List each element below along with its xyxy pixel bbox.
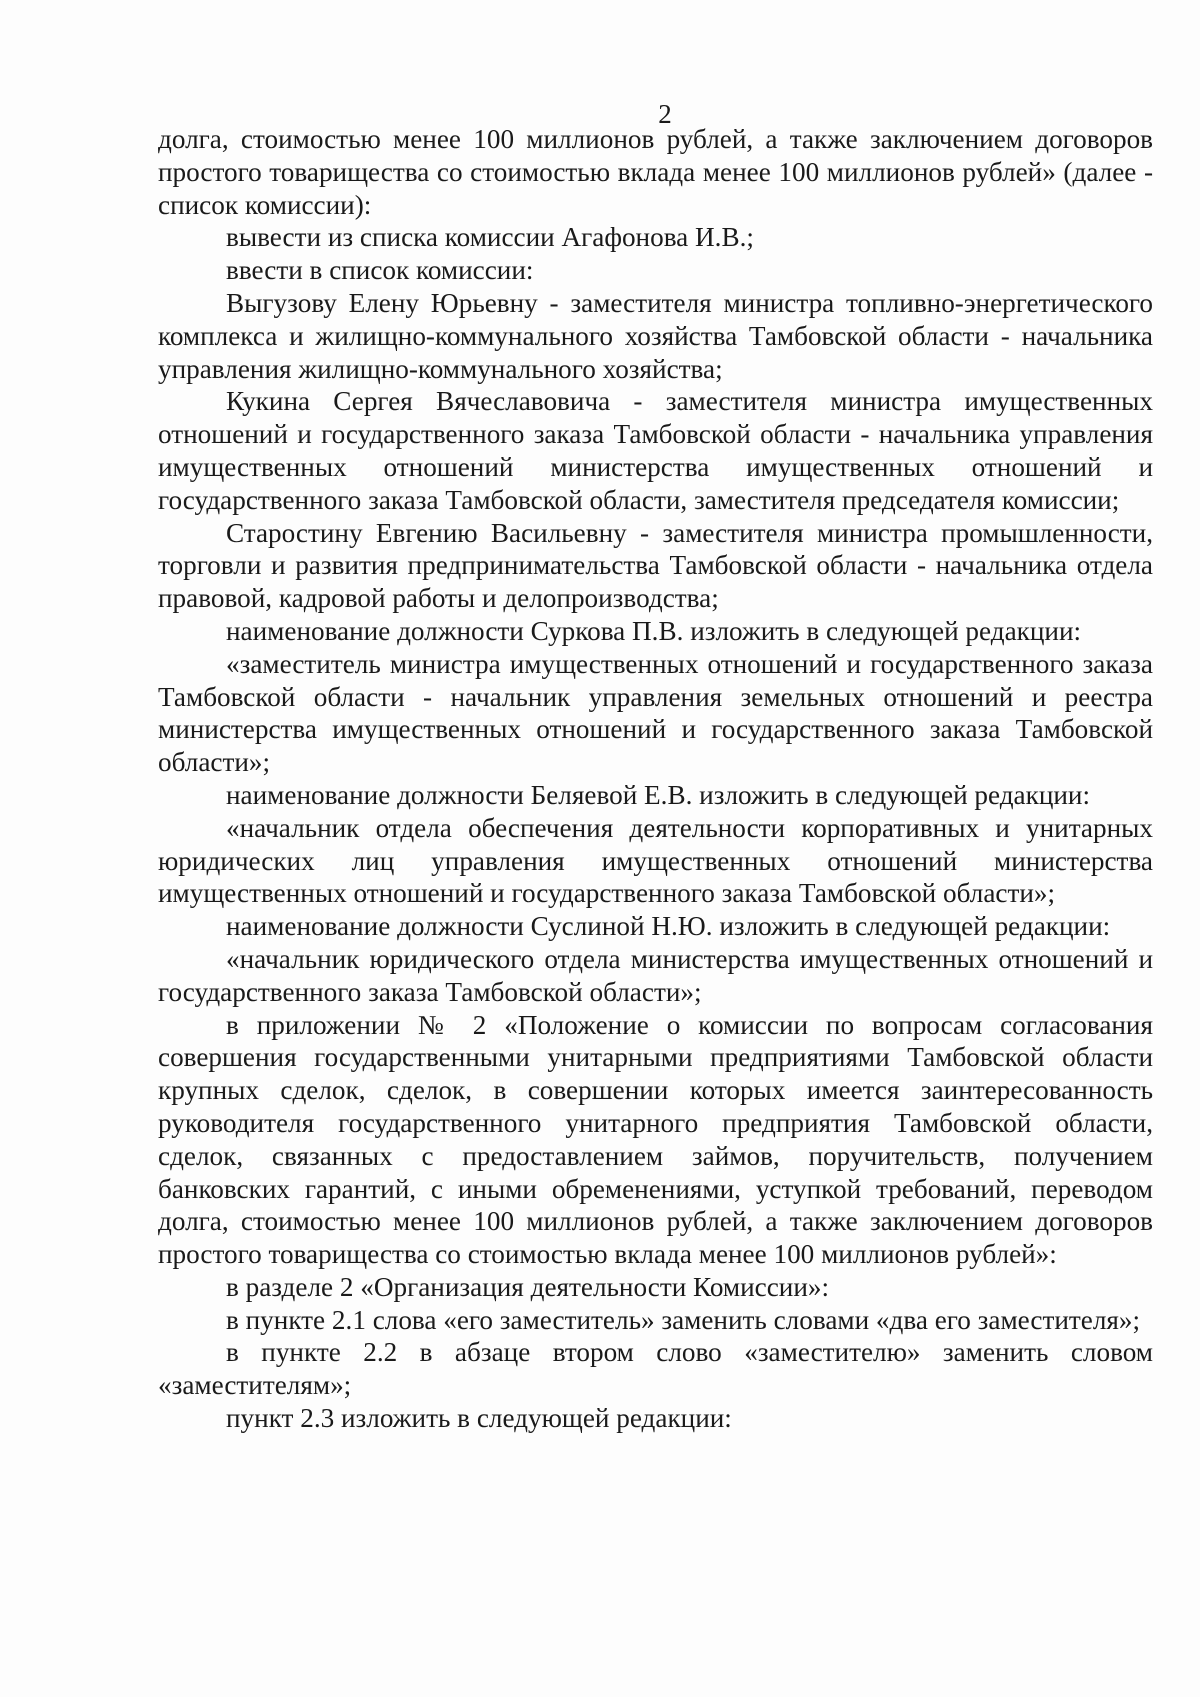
paragraph-surkov-intro: наименование должности Суркова П.В. изложить в следующей редакции:	[226, 615, 1082, 646]
page-number: 2	[658, 99, 672, 129]
paragraph-suslina-intro: наименование должности Суслиной Н.Ю. изложить в следующей редакции:	[226, 911, 1111, 942]
paragraph-remove: вывести из списка комиссии Агафонова И.В.;	[226, 222, 754, 253]
paragraph-vygyzova: Выгузову Елену Юрьевну - заместителя министра топливно-энергетического комплекса и жилищно-коммунального хозяйства Тамбовской области - начальника управления жилищно-коммунального хозяйства;	[158, 287, 1153, 384]
paragraph-item-2-3: пункт 2.3 изложить в следующей редакции:	[226, 1403, 732, 1434]
document-body	[158, 123, 1153, 1435]
paragraph-appendix-2: в приложении № 2 «Положение о комиссии по вопросам согласования совершения государственными унитарными предприятиями Тамбовской области крупных сделок, сделок, в совершении которых имеется заинтересованность руководителя государственного унитарного предприятия Тамбовской области, сделок, связанных с предоставлением займов, поручительств, получением банковских гарантий, с иными обременениями, уступкой требований, переводом долга, стоимостью менее 100 миллионов рублей, а также заключением договоров простого товарищества со стоимостью вклада менее 100 миллионов рублей»:	[158, 1009, 1153, 1270]
paragraph-item-2-2: в пункте 2.2 в абзаце втором слово «заместителю» заменить словом «заместителям»;	[158, 1337, 1153, 1401]
paragraph-surkov-text: «заместитель министра имущественных отношений и государственного заказа Тамбовской области - начальник управления земельных отношений и реестра министерства имущественных отношений и государственного заказа Тамбовской области»;	[158, 648, 1153, 778]
paragraph-kukin: Кукина Сергея Вячеславовича - заместителя министра имущественных отношений и государственного заказа Тамбовской области - начальника управления имущественных отношений министерства имущественных отношений и государственного заказа Тамбовской области, заместителя председателя комиссии;	[158, 386, 1153, 515]
paragraph-suslina-text: «начальник юридического отдела министерства имущественных отношений и государственного заказа Тамбовской области»;	[158, 943, 1153, 1007]
paragraph-starostina: Старостину Евгению Васильевну - заместителя министра промышленности, торговли и развития предпринимательства Тамбовской области - начальника отдела правовой, кадровой работы и делопроизводства;	[158, 517, 1153, 614]
paragraph-add: ввести в список комиссии:	[226, 255, 534, 286]
paragraph-belyaeva-text: «начальник отдела обеспечения деятельности корпоративных и унитарных юридических лиц управления имущественных отношений министерства имущественных отношений и государственного заказа Тамбовской области»;	[158, 812, 1153, 909]
paragraph-belyaeva-intro: наименование должности Беляевой Е.В. изложить в следующей редакции:	[226, 779, 1091, 810]
paragraph-section-2: в разделе 2 «Организация деятельности Комиссии»:	[226, 1271, 830, 1302]
paragraph-item-2-1: в пункте 2.1 слова «его заместитель» заменить словами «два его заместителя»;	[226, 1304, 1141, 1335]
paragraph-continuation: долга, стоимостью менее 100 миллионов рублей, а также заключением договоров простого товарищества со стоимостью вклада менее 100 миллионов рублей» (далее - список комиссии):	[158, 124, 1153, 220]
